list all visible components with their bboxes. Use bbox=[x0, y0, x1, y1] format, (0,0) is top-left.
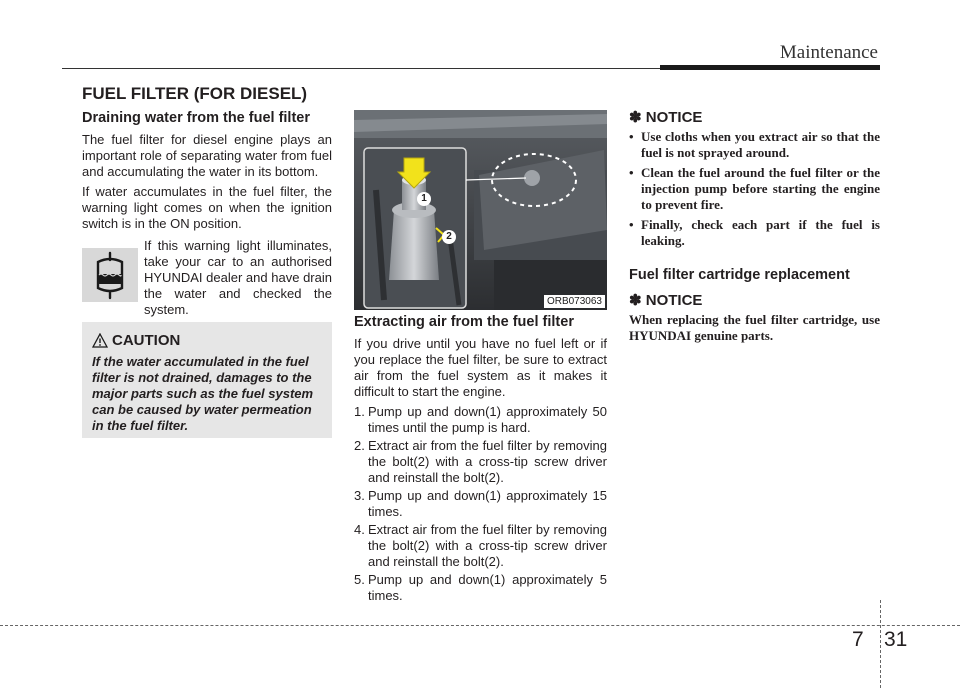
page-number bbox=[852, 628, 907, 652]
bullet-icon: • bbox=[629, 129, 634, 144]
extracting-intro: If you drive until you have no fuel left or if you replace the fuel filter, be sure to extract air from the fuel system as it makes it difficult to start the engine. bbox=[354, 336, 607, 399]
header-rule-accent bbox=[660, 65, 880, 70]
step-item: 2. Extract air from the fuel filter by removing the bolt(2) with a cross-tip screw driver and reinstall the bolt(2). bbox=[354, 438, 607, 485]
caution-box bbox=[82, 322, 332, 438]
caution-text: If the water accumulated in the fuel filter is not drained, damages to the major parts such as the fuel system can be caused by water permeation in the fuel filter. bbox=[92, 354, 314, 433]
bullet-icon: • bbox=[629, 217, 634, 232]
photo-code: ORB073063 bbox=[544, 295, 605, 308]
draining-heading: Draining water from the fuel filter bbox=[82, 110, 310, 126]
step-item: 5. Pump up and down(1) approximately 5 times. bbox=[354, 572, 607, 603]
notice-text: When replacing the fuel filter cartridge, use HYUNDAI genuine parts. bbox=[629, 312, 880, 343]
chapter-number: 7 bbox=[852, 628, 864, 651]
notice-section bbox=[629, 110, 880, 348]
notice-heading: ✽ NOTICE bbox=[629, 109, 703, 126]
step-item: 1. Pump up and down(1) approximately 50 times until the pump is hard. bbox=[354, 404, 607, 435]
draining-section bbox=[82, 110, 332, 316]
step-item: 4. Extract air from the fuel filter by removing the bolt(2) with a cross-tip screw driver and reinstall the bolt(2). bbox=[354, 522, 607, 569]
caution-heading: CAUTION bbox=[112, 332, 181, 349]
notice-item: • Use cloths when you extract air so that the fuel is not sprayed around. bbox=[629, 129, 880, 160]
callout-1: 1 bbox=[417, 192, 431, 206]
section-label: Maintenance bbox=[779, 42, 878, 63]
callout-2: 2 bbox=[442, 230, 456, 244]
draining-paragraph-2: If water accumulates in the fuel filter, the warning light comes on when the ignition switch is in the ON position. bbox=[82, 184, 332, 231]
notice-item: • Finally, check each part if the fuel is leaking. bbox=[629, 217, 880, 248]
extracting-heading: Extracting air from the fuel filter bbox=[354, 314, 574, 330]
cartridge-heading: Fuel filter cartridge replacement bbox=[629, 267, 850, 283]
page-index: 31 bbox=[884, 628, 908, 651]
extracting-section bbox=[354, 314, 607, 606]
bullet-icon: • bbox=[629, 165, 634, 180]
notice-item: • Clean the fuel around the fuel filter or the injection pump before starting the engine to prevent fire. bbox=[629, 165, 880, 212]
step-item: 3. Pump up and down(1) approximately 15 times. bbox=[354, 488, 607, 519]
water-in-fuel-warning-icon bbox=[82, 248, 138, 302]
fuel-filter-photo bbox=[354, 110, 607, 310]
warning-triangle-icon bbox=[92, 333, 108, 348]
page-title: FUEL FILTER (FOR DIESEL) bbox=[82, 84, 308, 103]
draining-paragraph-1: The fuel filter for diesel engine plays an important role of separating water from fuel and accumulating the water in its bottom. bbox=[82, 132, 332, 179]
notice-heading-2: ✽ NOTICE bbox=[629, 292, 703, 309]
warning-light-block bbox=[82, 238, 332, 316]
footer-rule bbox=[0, 625, 960, 626]
warning-light-text: If this warning light illuminates, take your car to an authorised HYUNDAI dealer and have drain the water and checked the system. bbox=[144, 238, 332, 317]
